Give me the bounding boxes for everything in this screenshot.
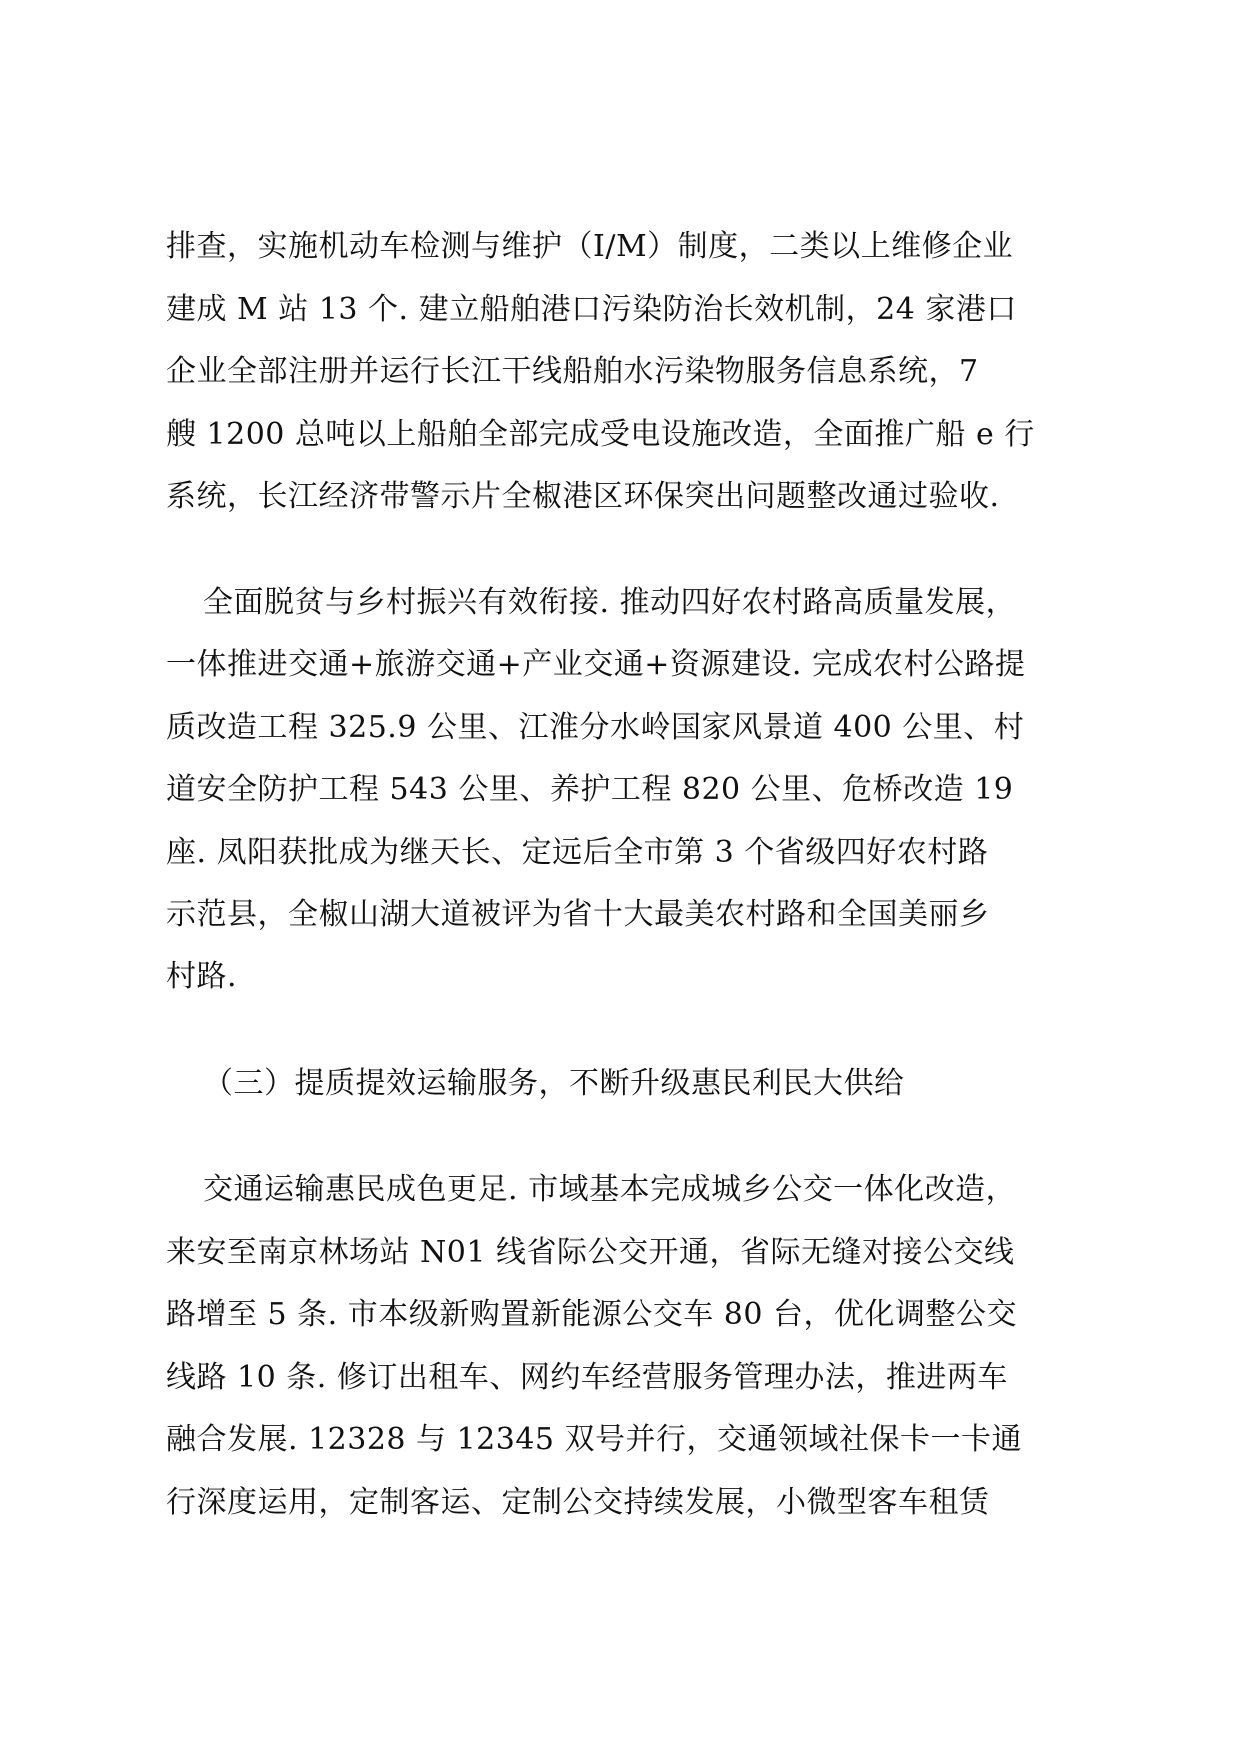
paragraph-line: 企业全部注册并运行长江干线船舶水污染物服务信息系统，7 xyxy=(166,354,979,389)
paragraph-line: 线路 10 条. 修订出租车、网约车经营服务管理办法，推进两车 xyxy=(166,1360,1008,1395)
paragraph-line: 示范县，全椒山湖大道被评为省十大最美农村路和全国美丽乡 xyxy=(166,897,990,932)
paragraph-line: 座. 凤阳获批成为继天长、定远后全市第 3 个省级四好农村路 xyxy=(166,835,989,870)
paragraph-line: 艘 1200 总吨以上船舶全部完成受电设施改造，全面推广船 e 行 xyxy=(166,417,1035,452)
paragraph-line: 融合发展. 12328 与 12345 双号并行，交通领域社保卡一卡通 xyxy=(166,1422,1023,1457)
paragraph-line: 全面脱贫与乡村振兴有效衔接. 推动四好农村路高质量发展， xyxy=(203,585,1017,620)
section-heading: （三）提质提效运输服务，不断升级惠民利民大供给 xyxy=(203,1066,905,1101)
paragraph-line: 村路. xyxy=(166,959,238,994)
paragraph-line: 行深度运用，定制客运、定制公交持续发展，小微型客车租赁 xyxy=(166,1485,990,1520)
paragraph-line: 系统，长江经济带警示片全椒港区环保突出问题整改通过验收. xyxy=(166,479,1000,514)
paragraph-line: 建成 M 站 13 个. 建立船舶港口污染防治长效机制，24 家港口 xyxy=(166,292,1017,327)
paragraph-line: 路增至 5 条. 市本级新购置新能源公交车 80 台，优化调整公交 xyxy=(166,1297,1017,1332)
paragraph-line: 排查，实施机动车检测与维护（I/M）制度，二类以上维修企业 xyxy=(166,229,1014,264)
paragraph-line: 质改造工程 325.9 公里、江淮分水岭国家风景道 400 公里、村 xyxy=(166,710,1025,745)
paragraph-line: 来安至南京林场站 N01 线省际公交开通，省际无缝对接公交线 xyxy=(166,1235,1015,1270)
paragraph-line: 道安全防护工程 543 公里、养护工程 820 公里、危桥改造 19 xyxy=(166,772,1014,807)
paragraph-line: 交通运输惠民成色更足. 市域基本完成城乡公交一体化改造， xyxy=(203,1172,1017,1207)
paragraph-line: 一体推进交通+旅游交通+产业交通+资源建设. 完成农村公路提 xyxy=(166,647,1026,682)
